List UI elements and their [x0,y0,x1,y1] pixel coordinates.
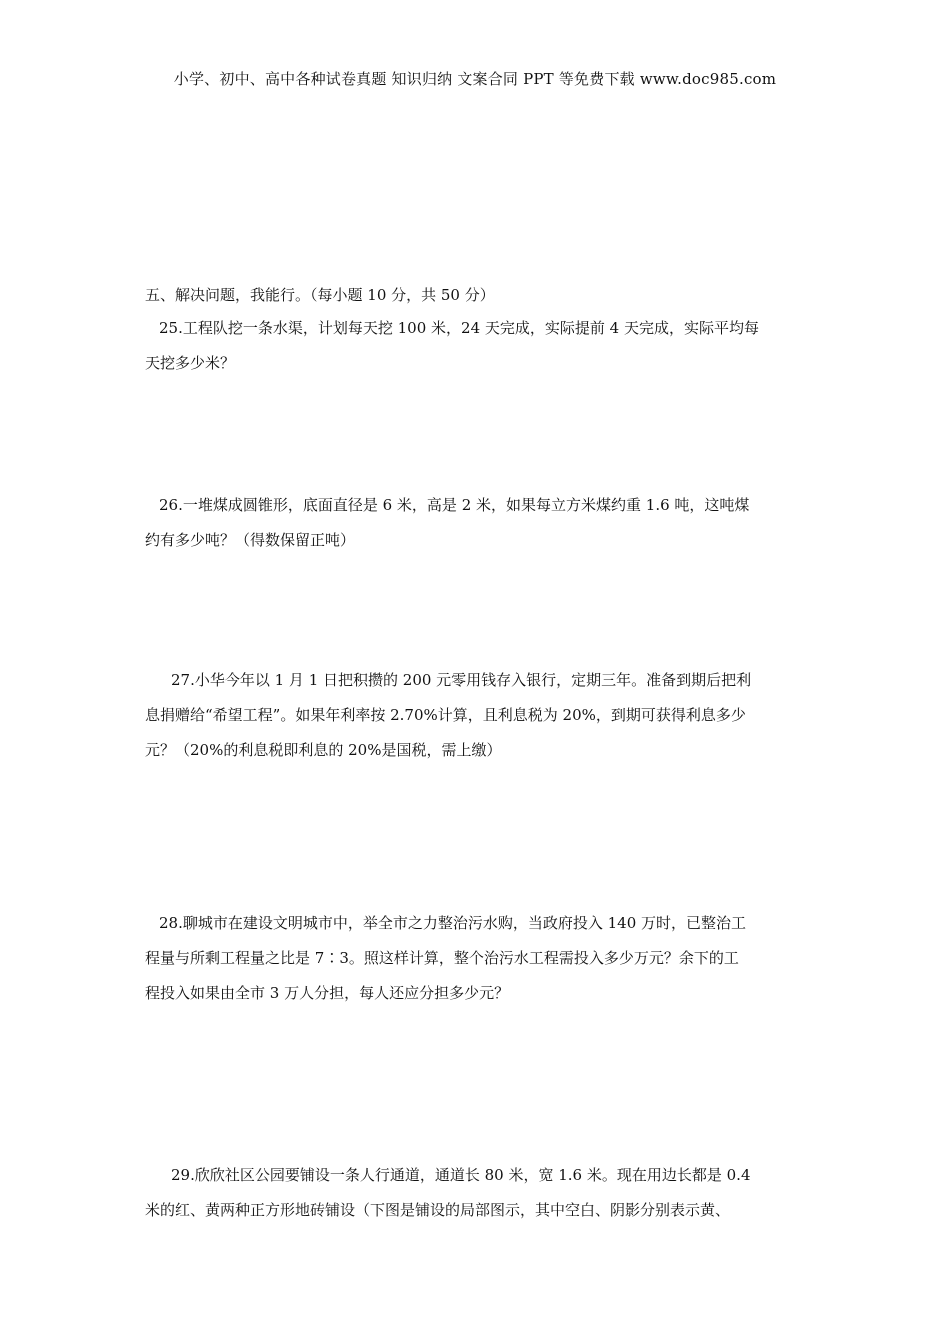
problem-line: 27.小华今年以 1 月 1 日把积攒的 200 元零用钱存入银行，定期三年。准备到期后把利 [171,671,752,689]
problem-25 [145,311,807,381]
problem-28 [145,906,807,1011]
problem-line: 29.欣欣社区公园要铺设一条人行通道，通道长 80 米，宽 1.6 米。现在用边长都是 0.4 [171,1166,751,1184]
problem-line: 26.一堆煤成圆锥形，底面直径是 6 米，高是 2 米，如果每立方米煤约重 1.6 吨，这吨煤 [159,496,750,514]
problem-line: 息捐赠给“希望工程”。如果年利率按 2.70%计算，且利息税为 20%，到期可获得利息多少 [145,706,746,724]
problem-line: 米的红、黄两种正方形地砖铺设（下图是铺设的局部图示，其中空白、阴影分别表示黄、 [145,1201,731,1219]
problem-line: 程量与所剩工程量之比是 7∶3。照这样计算，整个治污水工程需投入多少万元？余下的工 [145,949,739,967]
problem-26 [145,488,807,558]
problem-line: 25.工程队挖一条水渠，计划每天挖 100 米，24 天完成，实际提前 4 天完成，实际平均每 [159,319,759,337]
problem-line: 程投入如果由全市 3 万人分担，每人还应分担多少元？ [145,984,510,1002]
problem-line: 约有多少吨？（得数保留正吨） [145,531,356,549]
problem-line: 天挖多少米？ [145,354,236,372]
section-title: 五、解决问题，我能行。（每小题 10 分，共 50 分） [145,286,495,304]
problem-line: 28.聊城市在建设文明城市中，举全市之力整治污水购，当政府投入 140 万时，已整治工 [159,914,747,932]
page-header: 小学、初中、高中各种试卷真题 知识归纳 文案合同 PPT 等免费下载 www.doc985.com [173,70,777,88]
problem-29 [145,1158,807,1228]
problem-line: 元？（20%的利息税即利息的 20%是国税，需上缴） [145,741,502,759]
problem-27 [145,663,807,768]
